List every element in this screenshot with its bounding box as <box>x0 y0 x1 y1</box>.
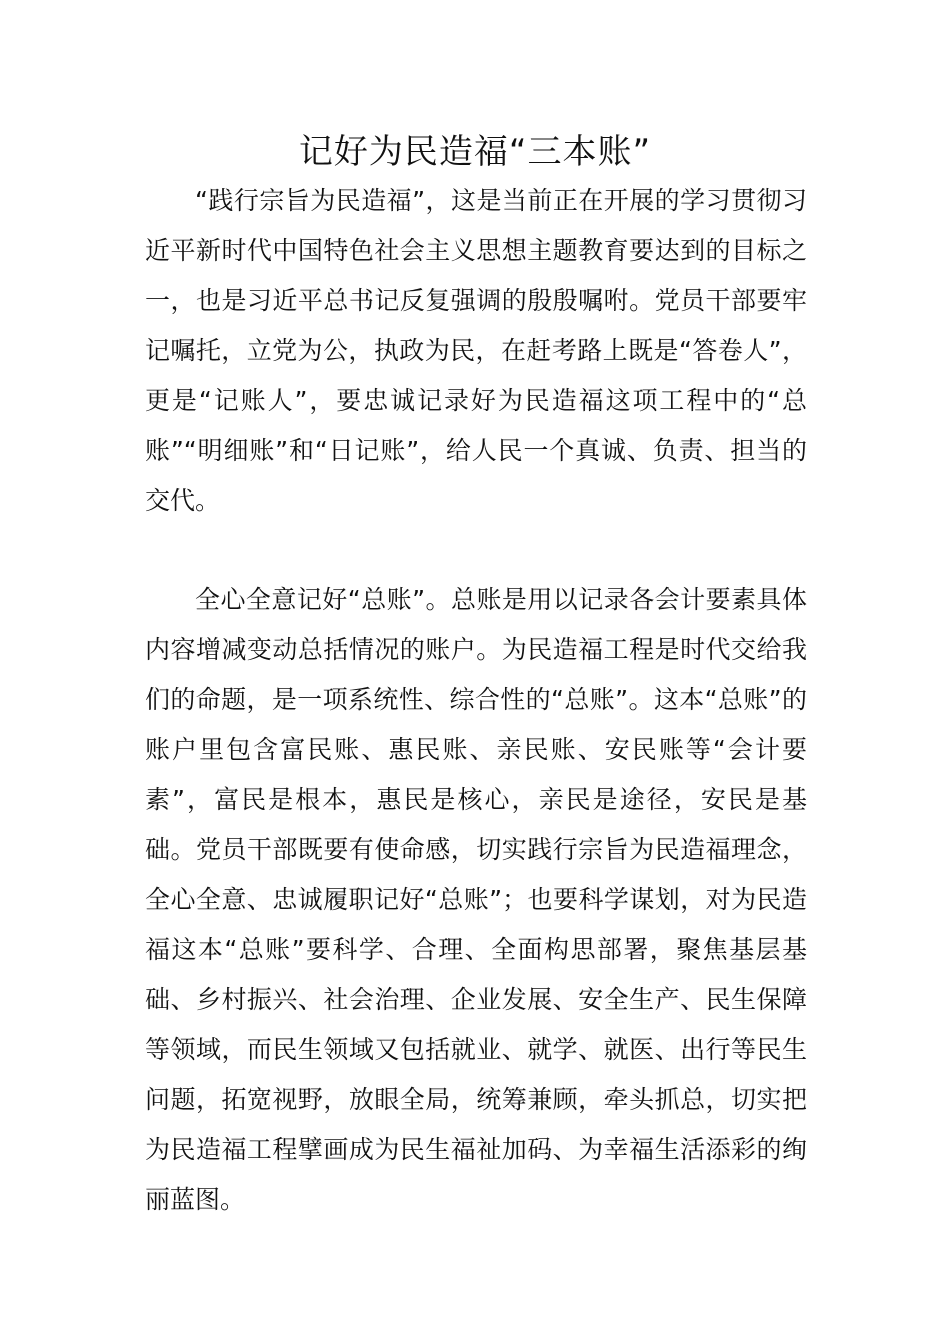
document-title: 记好为民造福“三本账” <box>298 132 652 172</box>
paragraph-intro: “践行宗旨为民造福”，这是当前正在开展的学习贯彻习近平新时代中国特色社会主义思想主题教育要达到的目标之一，也是习近平总书记反复强调的殷殷嘱咐。党员干部要牢记嘱托，立党为公，执政为民，在赶考路上既是“答卷人”，更是“记账人”，要忠诚记录好为民造福这项工程中的“总账”“明细账”和“日记账”，给人民一个真诚、负责、担当的交代。 <box>145 186 807 515</box>
paragraph-general-ledger: 全心全意记好“总账”。总账是用以记录各会计要素具体内容增减变动总括情况的账户。为民造福工程是时代交给我们的命题，是一项系统性、综合性的“总账”。这本“总账”的账户里包含富民账、惠民账、亲民账、安民账等“会计要素”，富民是根本，惠民是核心，亲民是途径，安民是基础。党员干部既要有使命感，切实践行宗旨为民造福理念，全心全意、忠诚履职记好“总账”；也要科学谋划，对为民造福这本“总账”要科学、合理、全面构思部署，聚焦基层基础、乡村振兴、社会治理、企业发展、安全生产、民生保障等领域，而民生领域又包括就业、就学、就医、出行等民生问题，拓宽视野，放眼全局，统筹兼顾，牵头抓总，切实把为民造福工程擘画成为民生福祉加码、为幸福生活添彩的绚丽蓝图。 <box>145 585 807 1214</box>
